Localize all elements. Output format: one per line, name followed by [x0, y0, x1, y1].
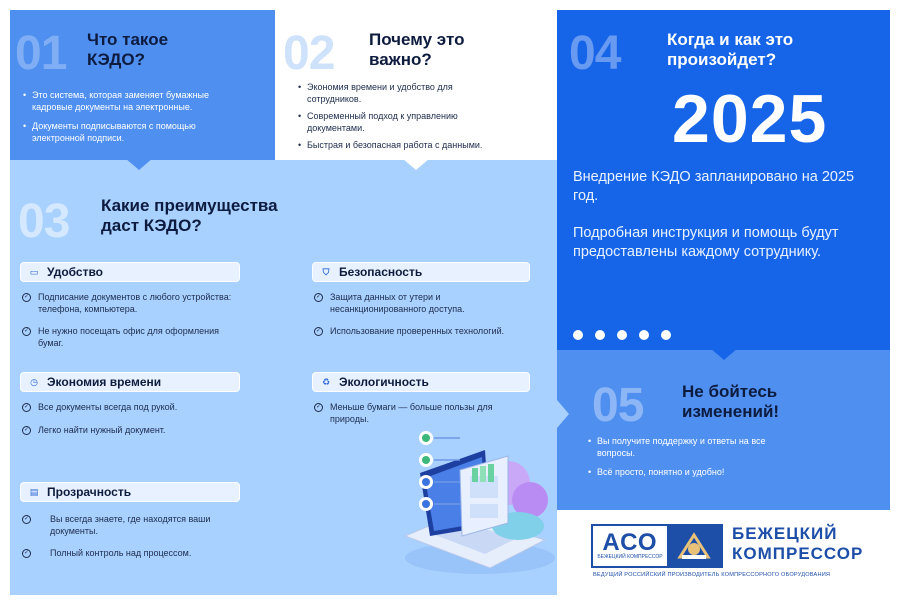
- list-item: ✓ Все документы всегда под рукой.: [23, 402, 178, 412]
- list-item: • Быстрая и безопасная работа с данными.: [297, 140, 507, 152]
- section-number: 04: [569, 27, 621, 80]
- list-item: ✓ Не нужно посещать офис для оформления бумаг.: [23, 326, 220, 348]
- check-icon: ✓: [315, 404, 322, 410]
- year-highlight: 2025: [672, 81, 828, 157]
- dot: [639, 330, 649, 340]
- list-item: ✓ Вы всегда знаете, где находятся ваши документы.: [23, 514, 211, 536]
- list-item: ✓ Защита данных от утери и несанкционированного доступа.: [315, 292, 465, 314]
- list-item: ✓ Легко найти нужный документ.: [23, 424, 166, 435]
- section-title: Какие преимущества даст КЭДО?: [101, 196, 278, 235]
- support-text: Подробная инструкция и помощь будут предоставлены каждому сотруднику.: [573, 225, 839, 260]
- bullet-list: [587, 436, 787, 487]
- check-icon: ✓: [23, 550, 30, 556]
- list-item: • Экономия времени и удобство для сотрудников.: [297, 82, 507, 105]
- dot: [617, 330, 627, 340]
- check-list: [20, 402, 240, 447]
- bullet-list: [22, 90, 222, 152]
- monitor-icon: ▭: [29, 266, 39, 277]
- check-icon: ✓: [23, 294, 30, 300]
- company-logo: [591, 524, 723, 568]
- section-number: 05: [592, 379, 644, 432]
- check-list: [20, 514, 240, 571]
- section-title: Почему это важно?: [369, 30, 465, 69]
- check-list: [312, 292, 522, 349]
- check-icon: ✓: [23, 426, 30, 433]
- category-security: ⛉ Безопасность: [312, 262, 530, 282]
- pagination-dots: [573, 330, 671, 340]
- section-number: 01: [15, 27, 67, 80]
- list-item: • Современный подход к управлению документами.: [297, 111, 507, 134]
- check-icon: ✓: [315, 328, 322, 334]
- panel-notch: [402, 158, 430, 170]
- check-icon: ✓: [315, 294, 322, 300]
- section-what-is-kedo: [10, 10, 275, 160]
- check-icon: ✓: [23, 404, 30, 410]
- section-title: Не бойтесь изменений!: [682, 382, 780, 421]
- category-time-saving: ◷ Экономия времени: [20, 372, 240, 392]
- bullet-list: [297, 82, 507, 158]
- list-item: ✓ Подписание документов с любого устройства: телефона, компьютера.: [23, 292, 232, 314]
- list-item: • Вы получите поддержку и ответы на все вопросы.: [587, 436, 787, 459]
- panel-notch: [125, 158, 153, 170]
- implementation-text: Внедрение КЭДО запланировано на 2025 год.: [573, 169, 855, 204]
- section-number: 03: [18, 195, 70, 248]
- section-dont-fear: [557, 350, 890, 510]
- list-item: ✓ Полный контроль над процессом.: [23, 548, 192, 558]
- dot: [661, 330, 671, 340]
- document-cabinet-illustration: [390, 418, 557, 588]
- logo-aso-text: АСО: [602, 529, 658, 556]
- category-transparency: ▤ Прозрачность: [20, 482, 240, 502]
- list-item: ✓ Использование проверенных технологий.: [315, 326, 505, 336]
- logo-aso-subtext: БЕЖЕЦКИЙ КОМПРЕССОР: [597, 554, 663, 560]
- category-convenience: ▭ Удобство: [20, 262, 240, 282]
- list-item: • Документы подписываются с помощью электронной подписи.: [22, 121, 222, 144]
- section-why-important: [275, 10, 557, 160]
- document-icon: ▤: [29, 486, 39, 497]
- shield-icon: ⛉: [322, 266, 330, 277]
- dot: [595, 330, 605, 340]
- recycle-icon: ♻: [321, 376, 331, 387]
- company-name: БЕЖЕЦКИЙ КОМПРЕССОР: [732, 524, 864, 563]
- dot: [573, 330, 583, 340]
- check-icon: ✓: [23, 516, 30, 522]
- list-item: ✓ Меньше бумаги — больше пользы для природы.: [315, 402, 493, 424]
- panel-notch: [557, 400, 569, 428]
- section-number: 02: [283, 27, 335, 80]
- check-list: [20, 292, 240, 360]
- section-title: Когда и как это произойдет?: [667, 30, 794, 69]
- panel-notch: [710, 348, 738, 360]
- section-when-how: [557, 10, 890, 350]
- company-tagline: ВЕДУЩИЙ РОССИЙСКИЙ ПРОИЗВОДИТЕЛЬ КОМПРЕССОРНОГО ОБОРУДОВАНИЯ: [593, 572, 831, 578]
- category-ecology: ♻ Экологичность: [312, 372, 530, 392]
- company-logo-block: [557, 510, 890, 595]
- compressor-emblem-icon: [667, 526, 721, 566]
- clock-icon: ◷: [30, 376, 38, 387]
- section-advantages: [10, 160, 557, 595]
- list-item: • Всё просто, понятно и удобно!: [587, 467, 787, 479]
- check-icon: ✓: [23, 328, 30, 334]
- section-title: Что такое КЭДО?: [87, 30, 169, 69]
- list-item: • Это система, которая заменяет бумажные кадровые документы на электронные.: [22, 90, 222, 113]
